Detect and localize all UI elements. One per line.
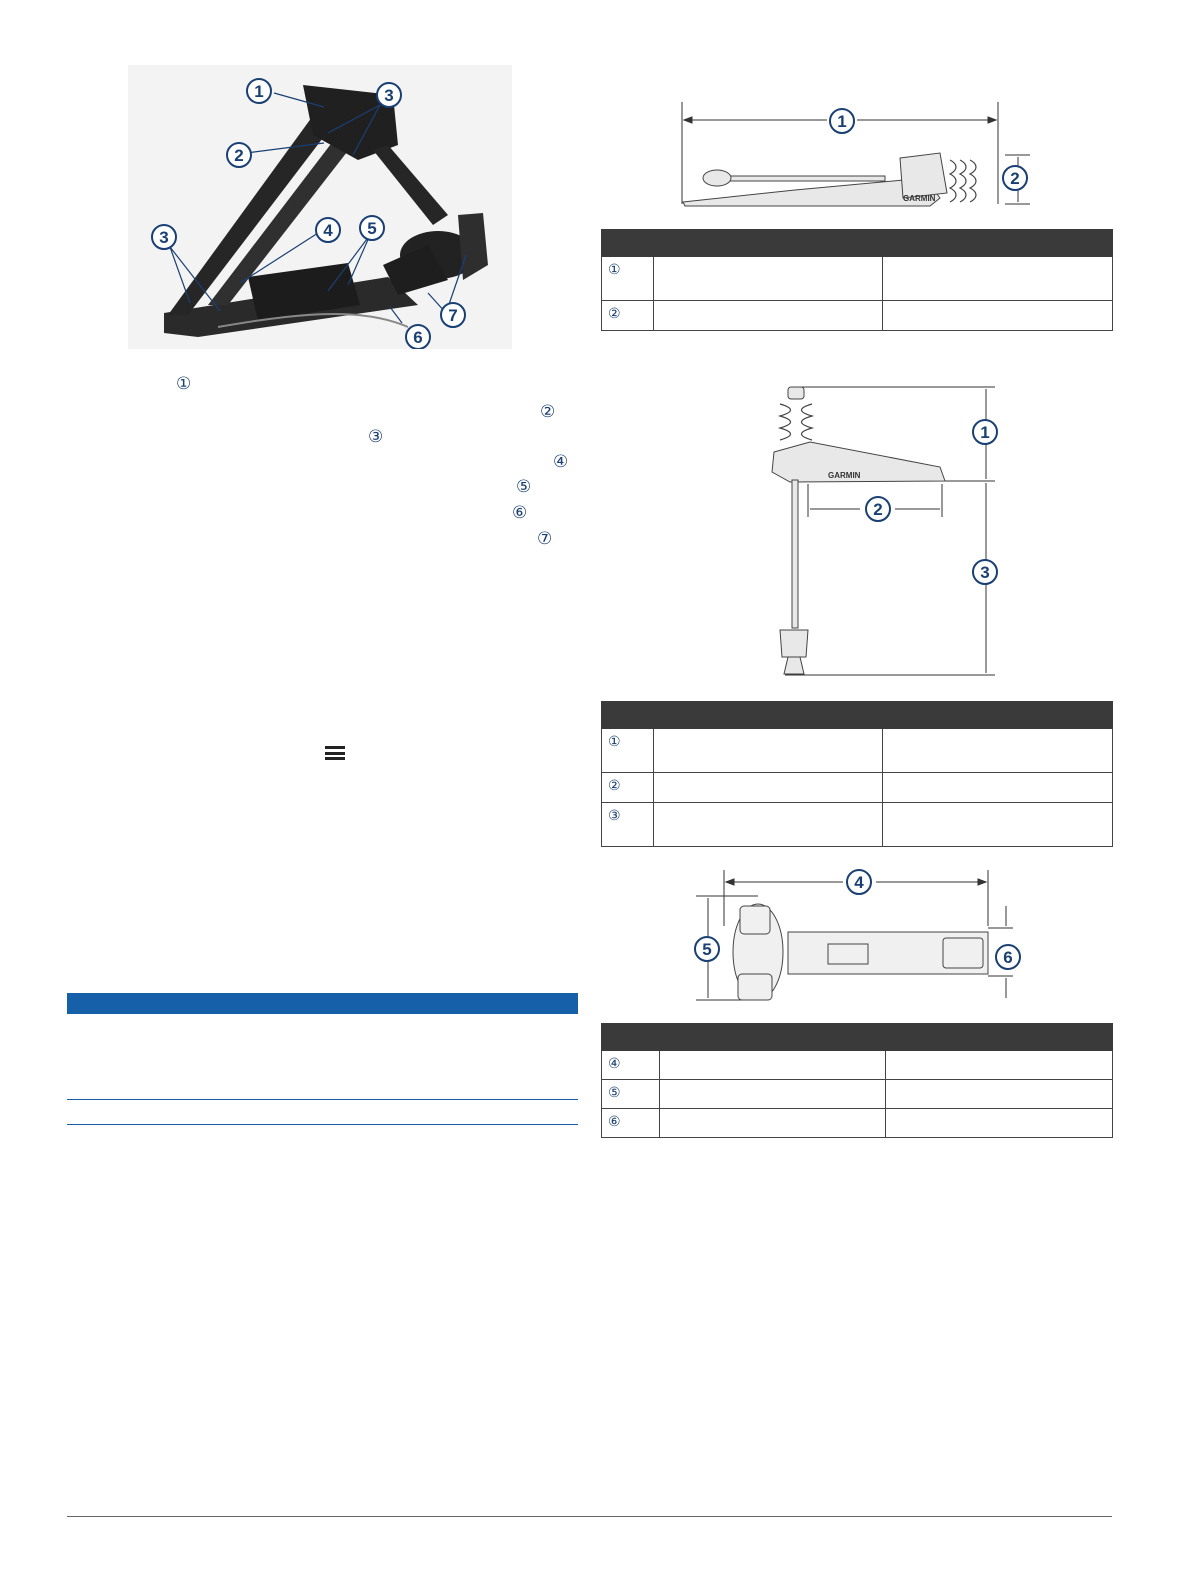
svg-text:2: 2 <box>234 146 244 165</box>
notice-heading-bar <box>67 993 578 1014</box>
callout-ref-6: ⑥ <box>512 503 528 522</box>
row-callout: ③ <box>602 803 654 847</box>
table-header-row <box>602 230 1113 257</box>
trolling-motor-illustration <box>128 65 512 349</box>
side-callout-2: 2 <box>1010 169 1020 188</box>
svg-text:6: 6 <box>413 328 423 347</box>
callout-ref-7: ⑦ <box>537 529 553 548</box>
row-callout: ④ <box>602 1051 660 1080</box>
deployed-callout-1: 1 <box>980 423 990 442</box>
table-row <box>602 773 1113 803</box>
menu-icon <box>325 746 345 762</box>
table-header-row <box>602 702 1113 729</box>
photo-callout-1: 1 <box>254 82 264 101</box>
row-callout: ② <box>602 301 654 331</box>
deployed-view-diagram <box>760 382 1010 678</box>
callout-ref-2: ② <box>540 402 556 421</box>
side-view-diagram <box>675 98 1035 210</box>
dimensions-table-2 <box>601 701 1113 847</box>
table-row <box>602 1109 1113 1138</box>
table-row <box>602 803 1113 847</box>
callout-ref-1: ① <box>176 374 192 393</box>
side-callout-1: 1 <box>837 112 847 131</box>
top-callout-6: 6 <box>1003 948 1013 967</box>
callout-ref-5: ⑤ <box>516 477 532 496</box>
svg-text:3: 3 <box>159 228 169 247</box>
row-callout: ② <box>602 773 654 803</box>
deployed-callout-2: 2 <box>873 500 883 519</box>
svg-text:5: 5 <box>367 219 377 238</box>
callout-ref-3: ③ <box>368 427 384 446</box>
dimensions-table-3 <box>601 1023 1113 1138</box>
brand-text-side: GARMIN <box>903 194 936 203</box>
top-callout-5: 5 <box>702 940 712 959</box>
svg-text:3: 3 <box>384 86 394 105</box>
row-callout: ① <box>602 257 654 301</box>
svg-text:7: 7 <box>448 306 458 325</box>
row-callout: ⑤ <box>602 1080 660 1109</box>
row-callout: ⑥ <box>602 1109 660 1138</box>
svg-text:4: 4 <box>323 221 333 240</box>
dimensions-table-1 <box>601 229 1113 331</box>
callout-ref-4: ④ <box>553 452 569 471</box>
brand-text-deployed: GARMIN <box>828 471 861 480</box>
footer-divider <box>67 1516 1112 1517</box>
table-header-row <box>602 1024 1113 1051</box>
top-callout-4: 4 <box>854 873 864 892</box>
notice-divider-bottom <box>67 1124 578 1125</box>
top-view-diagram <box>688 866 1028 1006</box>
table-row <box>602 1051 1113 1080</box>
product-photo <box>128 65 512 349</box>
notice-divider-top <box>67 1099 578 1100</box>
deployed-callout-3: 3 <box>980 563 990 582</box>
row-callout: ① <box>602 729 654 773</box>
table-row <box>602 301 1113 331</box>
table-row <box>602 1080 1113 1109</box>
table-row <box>602 729 1113 773</box>
table-row <box>602 257 1113 301</box>
